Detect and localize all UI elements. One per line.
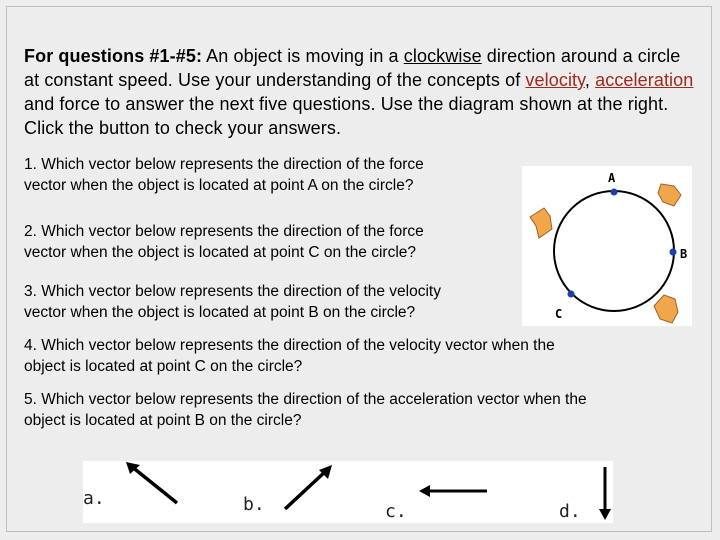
vector-c-arrow-icon <box>419 485 487 497</box>
question-3-line-1: 3. Which vector below represents the direction of the velocity <box>24 283 441 300</box>
vector-d-arrow-icon <box>599 467 611 520</box>
intro-comma: , <box>584 70 596 90</box>
point-a-label: A <box>608 171 616 185</box>
intro-text-3: and force to answer the next five questions. Use the diagram shown at the right. Click the button to check your answers. <box>24 94 669 138</box>
answer-button-bottom-right[interactable] <box>654 295 678 323</box>
answer-a-label: a. <box>83 488 105 509</box>
answer-b-label: b. <box>243 494 265 515</box>
question-5-line-2: object is located at point B on the circle? <box>24 412 302 429</box>
answer-c-label: c. <box>385 501 407 522</box>
point-b-dot <box>670 249 677 256</box>
point-c-label: C <box>555 307 563 321</box>
point-c-dot <box>568 291 575 298</box>
answer-button-left[interactable] <box>530 208 552 238</box>
question-1-line-2: vector when the object is located at point A on the circle? <box>24 177 414 194</box>
answer-d-label: d. <box>559 501 581 522</box>
question-1-line-1: 1. Which vector below represents the direction of the force <box>24 156 424 173</box>
clockwise-text: clockwise <box>403 46 482 66</box>
answer-vectors-panel <box>83 461 613 523</box>
question-5-line-1: 5. Which vector below represents the direction of the acceleration vector when the <box>24 391 587 408</box>
vector-b-arrow-icon <box>285 465 332 509</box>
question-2 <box>24 221 424 263</box>
acceleration-link[interactable]: acceleration <box>595 70 694 90</box>
intro-text-1: An object is moving in a <box>202 46 404 66</box>
question-2-line-1: 2. Which vector below represents the direction of the force <box>24 223 424 240</box>
circle-diagram-svg <box>522 166 692 326</box>
question-1 <box>24 154 424 196</box>
vector-a-arrow-icon <box>126 462 177 503</box>
question-3-line-2: vector when the object is located at point B on the circle? <box>24 304 416 321</box>
question-2-line-2: vector when the object is located at point C on the circle? <box>24 244 417 261</box>
question-4-line-1: 4. Which vector below represents the direction of the velocity vector when the <box>24 337 555 354</box>
question-5 <box>24 389 587 431</box>
question-4 <box>24 335 555 377</box>
velocity-link[interactable]: velocity <box>525 70 585 90</box>
point-a-dot <box>611 189 618 196</box>
intro-lead: For questions #1-#5: <box>24 46 203 66</box>
intro-text-2: direction around a circle at constant speed. Use your understanding of the concepts of <box>24 46 681 90</box>
circle-diagram <box>522 166 692 326</box>
answer-vectors-svg <box>83 461 613 523</box>
question-4-line-2: object is located at point C on the circle? <box>24 358 303 375</box>
point-b-label: B <box>680 247 688 261</box>
question-3 <box>24 281 441 323</box>
answer-button-top-right[interactable] <box>658 184 681 206</box>
intro-paragraph <box>24 44 696 140</box>
